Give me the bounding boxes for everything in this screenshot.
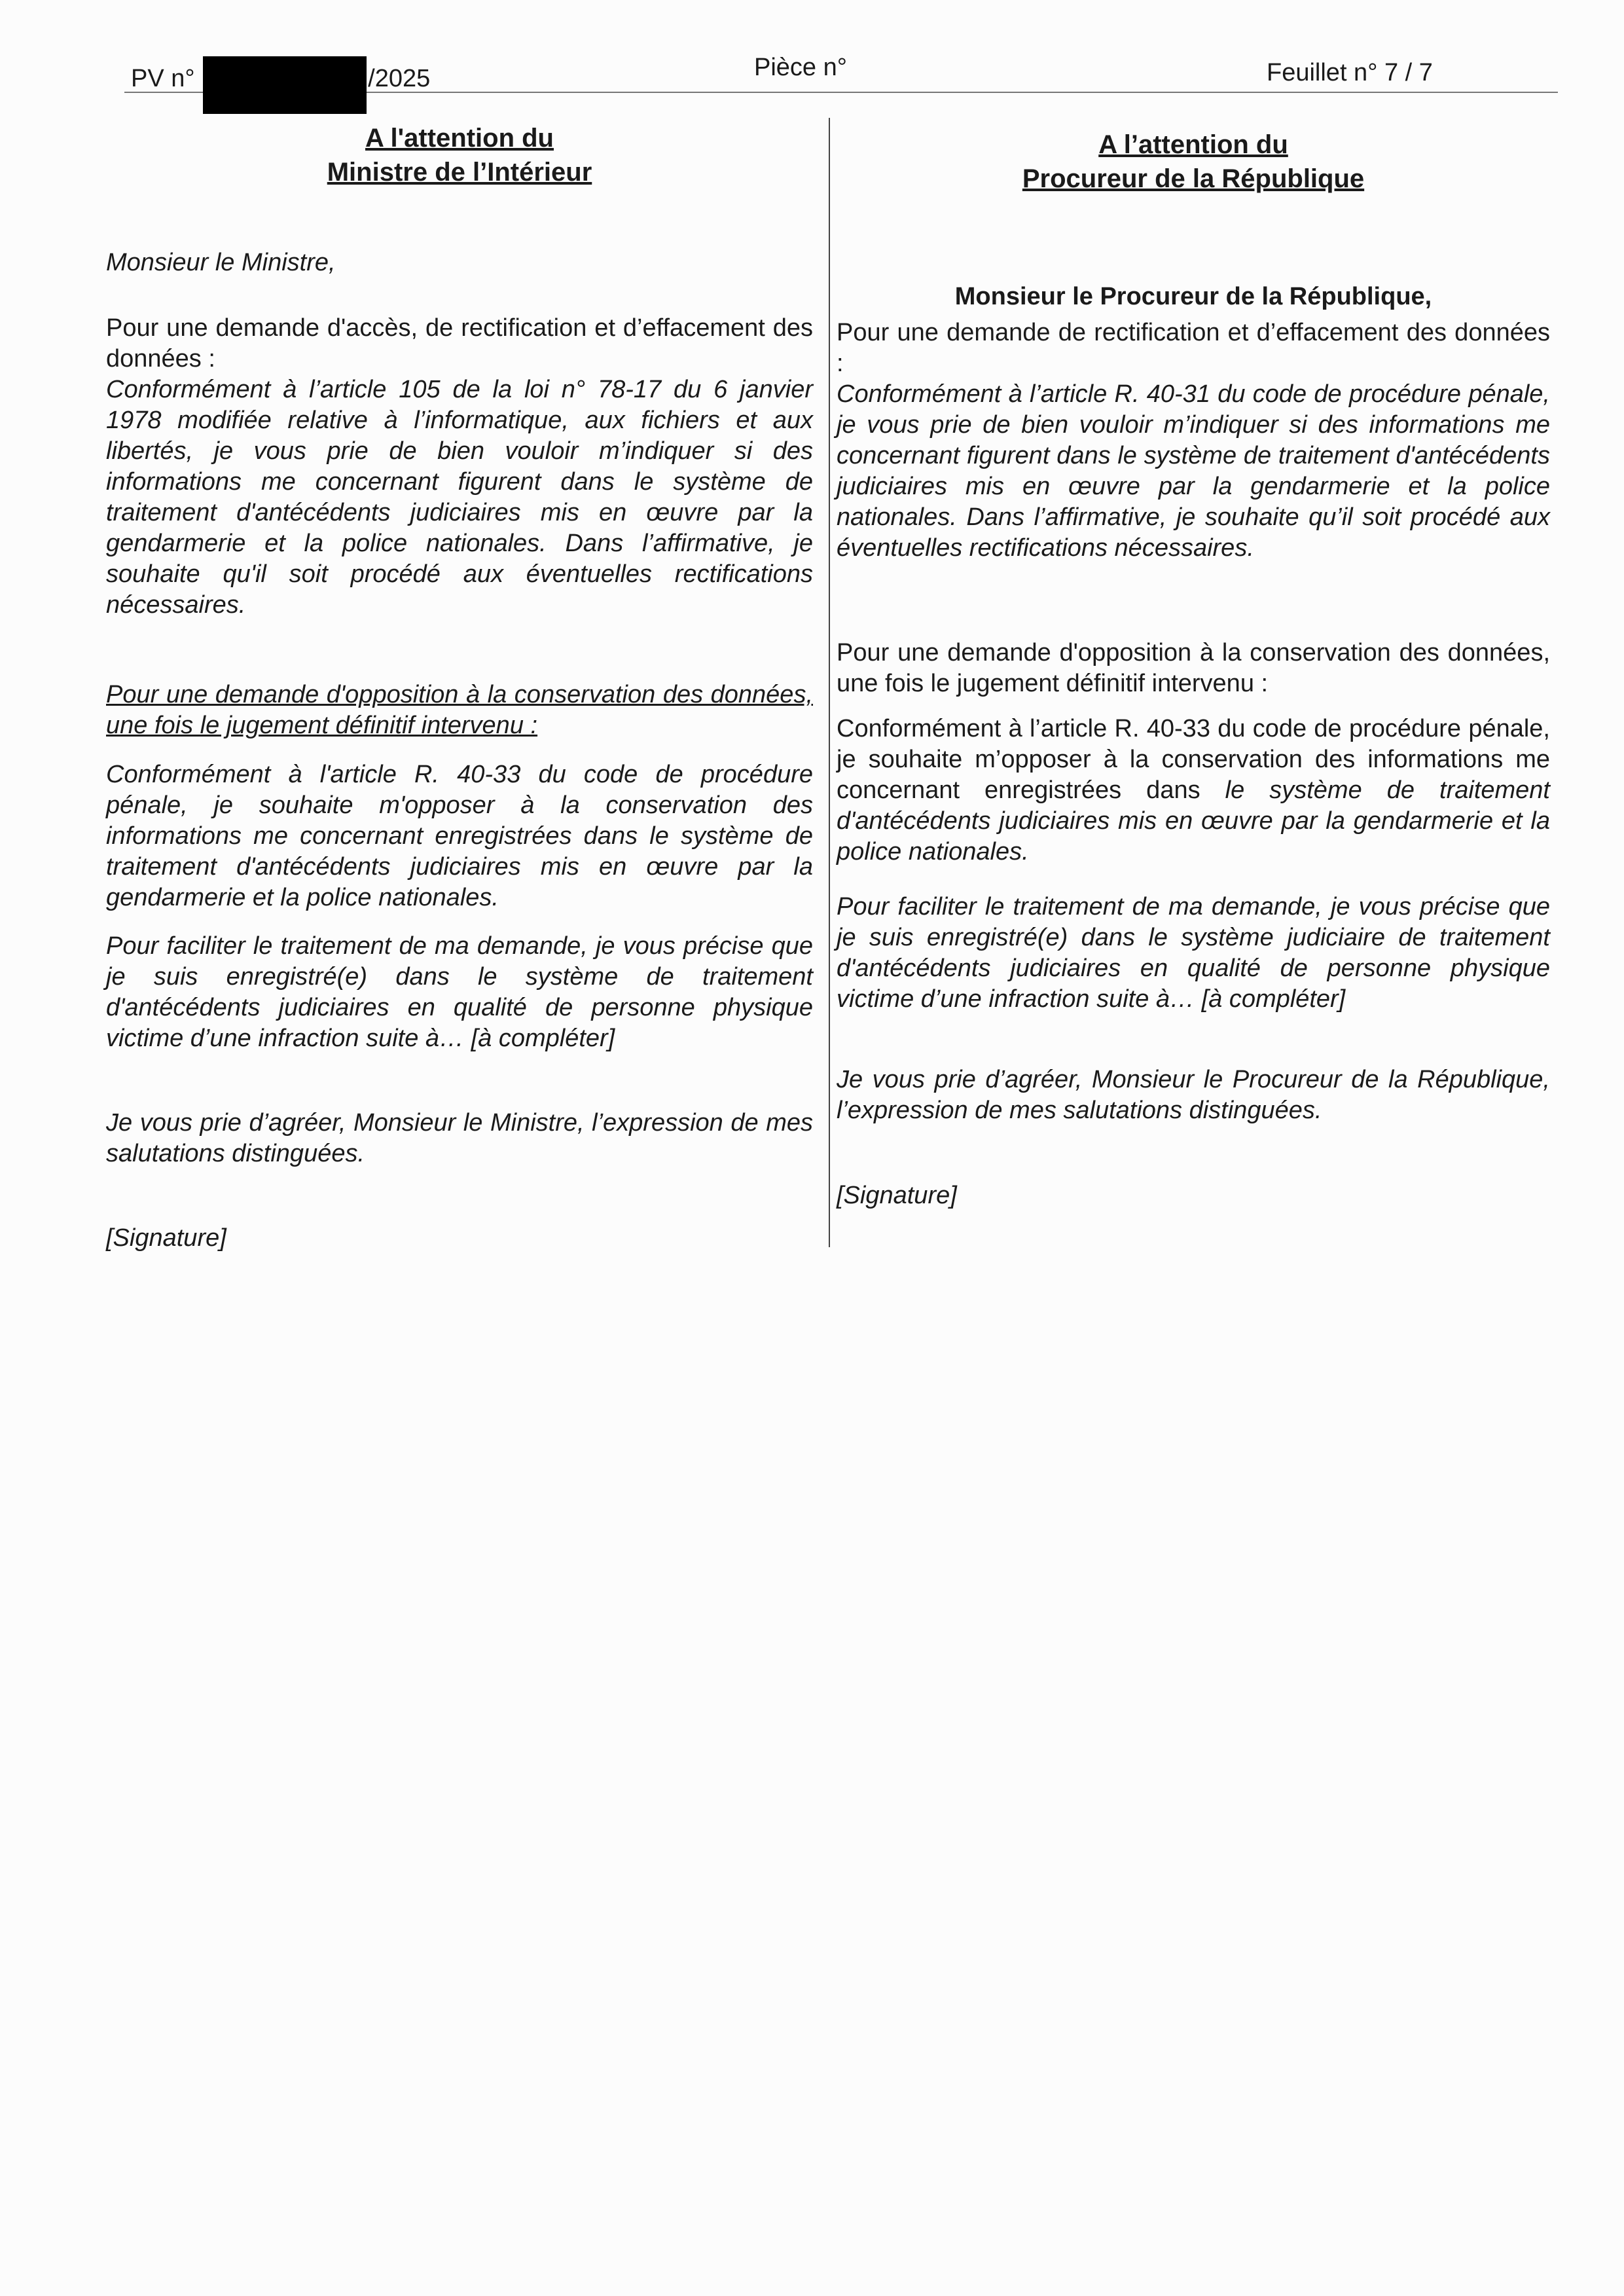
pv-year: /2025 (368, 65, 431, 93)
minister-p1-body: Conformément à l’article 105 de la loi n° 78-17 du 6 janvier 1978 modifiée relative à l’informatique, aux fichiers et aux libertés, je vous prie de bien vouloir m’indiquer si des informations me concernant figurent dans le système de traitement d'antécédents judiciaires mis en œuvre par la gendarmerie et la police nationales. Dans l’affirmative, je souhaite qu'il soit procédé aux éventuelles rectifications nécessaires. (106, 376, 813, 619)
sheet-number: Feuillet n° 7 / 7 (1267, 59, 1433, 86)
minister-heading-line1: A l'attention du (365, 124, 554, 153)
prosecutor-p2-body-a: Conformément à l’article R. 40-33 du code de procédure pénale, je souhaite m’opposer à la conservation des informations me concernant enregistrées dans (837, 715, 1550, 804)
minister-heading-line2: Ministre de l’Intérieur (327, 158, 592, 187)
prosecutor-salutation: Monsieur le Procureur de la République, (954, 283, 1432, 310)
pv-label: PV n° (131, 65, 195, 93)
minister-p2-intro: Pour une demande d'opposition à la conservation des données, une fois le jugement définitif intervenu : (106, 681, 813, 739)
prosecutor-heading (837, 128, 1550, 196)
minister-heading (106, 121, 813, 189)
prosecutor-p2-intro: Pour une demande d'opposition à la conservation des données, une fois le jugement définitif intervenu : (837, 639, 1550, 697)
prosecutor-p2-body (837, 714, 1550, 867)
minister-p1-intro: Pour une demande d'accès, de rectification et d’effacement des données : (106, 314, 813, 373)
minister-p2-body: Conformément à l'article R. 40-33 du code de procédure pénale, je souhaite m'opposer à la conservation des informations me concernant enregistrées dans le système de traitement d'antécédents judiciaires mis en œuvre par la gendarmerie et la police nationales. (106, 761, 813, 911)
piece-number: Pièce n° (754, 54, 847, 81)
prosecutor-p3: Pour faciliter le traitement de ma demande, je vous précise que je suis enregistré(e) dans le système judiciaire de traitement d'antécédents judiciaires en qualité de personne physique victime d’une infraction suite à… [à compléter] (837, 893, 1550, 1013)
prosecutor-heading-line2: Procureur de la République (1022, 164, 1365, 193)
redaction-box (203, 56, 367, 114)
minister-p3: Pour faciliter le traitement de ma demande, je vous précise que je suis enregistré(e) dans le système de traitement d'antécédents judiciaires en qualité de personne physique victime d’une infraction suite à… [à compléter] (106, 932, 813, 1052)
prosecutor-closing: Je vous prie d’agréer, Monsieur le Procureur de la République, l’expression de mes salutations distinguées. (837, 1066, 1550, 1124)
prosecutor-signature: [Signature] (837, 1182, 957, 1209)
column-divider (829, 118, 830, 1247)
minister-salutation: Monsieur le Ministre, (106, 249, 336, 276)
pv-number (131, 51, 430, 109)
minister-signature: [Signature] (106, 1224, 226, 1252)
page-header (124, 39, 1558, 93)
prosecutor-p1-body: Conformément à l’article R. 40-31 du code de procédure pénale, je vous prie de bien vouloir m’indiquer si des informations me concernant figurent dans le système de traitement d'antécédents judiciaires mis en œuvre par la gendarmerie et la police nationales. Dans l’affirmative, je souhaite qu’il soit procédé aux éventuelles rectifications nécessaires. (837, 380, 1550, 562)
prosecutor-p1-intro: Pour une demande de rectification et d’effacement des données : (837, 319, 1550, 377)
prosecutor-p2-body-b: le système de traitement d'antécédents judiciaires mis en œuvre par la gendarmerie et la police nationales. (837, 776, 1550, 866)
minister-closing: Je vous prie d’agréer, Monsieur le Ministre, l’expression de mes salutations distinguées. (106, 1109, 813, 1167)
prosecutor-heading-line1: A l’attention du (1098, 130, 1288, 159)
